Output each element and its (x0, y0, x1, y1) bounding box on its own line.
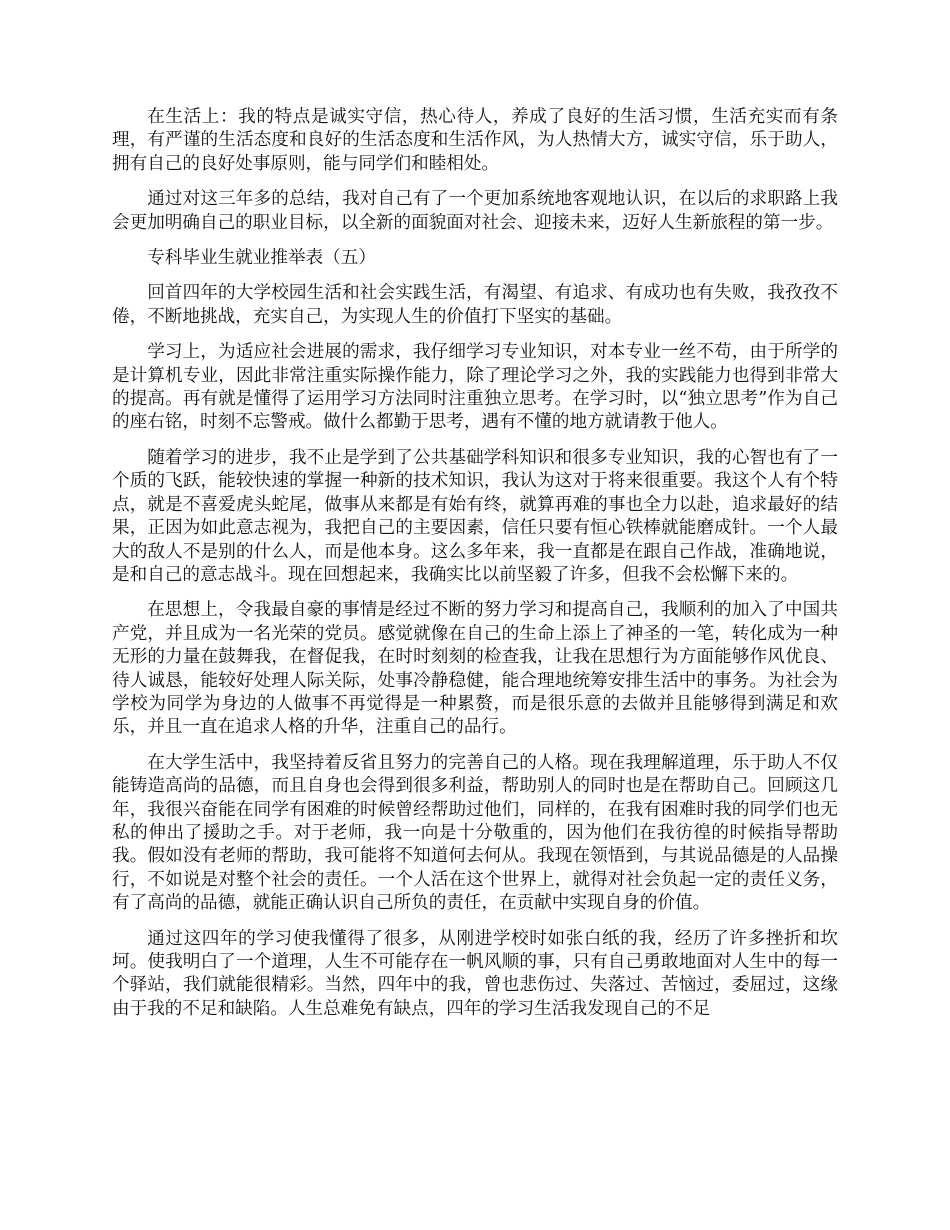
paragraph-conclusion: 通过这四年的学习使我懂得了很多，从刚进学校时如张白纸的我，经历了许多挫折和坎坷。使我明白了一个道理，人生不可能存在一帆风顺的事，只有自己勇敢地面对人生中的每一个驿站，我们就能很精彩。当然，四年中的我，曾也悲伤过、失落过、苦恼过，委屈过，这缘由于我的不足和缺陷。人生总难免有缺点，四年的学习生活我发现自己的不足 (112, 928, 838, 1019)
paragraph-life: 在生活上：我的特点是诚实守信，热心待人，养成了良好的生活习惯，生活充实而有条理，有严谨的生活态度和良好的生活态度和生活作风，为人热情大方，诚实守信，乐于助人，拥有自己的良好处事原则，能与同学们和睦相处。 (112, 107, 838, 174)
paragraph-progress: 随着学习的进步，我不止是学到了公共基础学科知识和很多专业知识，我的心智也有了一个质的飞跃，能较快速的掌握一种新的技术知识，我认为这对于将来很重要。我这个人有个特点，就是不喜爱虎头蛇尾，做事从来都是有始有终，就算再难的事也全力以赴，追求最好的结果，正因为如此意志视为，我把自己的主要因素，信任只要有恒心铁棒就能磨成针。一个人最大的敌人不是别的什么人，而是他本身。这么多年来，我一直都是在跟自己作战，准确地说，是和自己的意志战斗。现在回想起来，我确实比以前坚毅了许多，但我不会松懈下来的。 (112, 447, 838, 585)
paragraph-study: 学习上，为适应社会进展的需求，我仔细学习专业知识，对本专业一丝不苟，由于所学的是计算机专业，因此非常注重实际操作能力，除了理论学习之外，我的实践能力也得到非常大的提高。再有就是懂得了运用学习方法同时注重独立思考。在学习时，以“独立思考”作为自己的座右铭，时刻不忘警戒。做什么都勤于思考，遇有不懂的地方就请教于他人。 (112, 342, 838, 433)
document-body (112, 106, 838, 1033)
section-heading: 专科毕业生就业推举表（五） (147, 248, 376, 269)
paragraph-thought: 在思想上，令我最自豪的事情是经过不断的努力学习和提高自己，我顺利的加入了中国共产党，并且成为一名光荣的党员。感觉就像在自己的生命上添上了神圣的一笔，转化成为一种无形的力量在鼓舞我，在督促我，在时时刻刻的检查我，让我在思想行为方面能够作风优良、待人诚恳，能较好处理人际关际，处事冷静稳健，能合理地统筹安排生活中的事务。为社会为学校为同学为身边的人做事不再觉得是一种累赘，而是很乐意的去做并且能够得到满足和欢乐，并且一直在追求人格的升华，注重自己的品行。 (112, 600, 838, 738)
paragraph-summary: 通过对这三年多的总结，我对自己有了一个更加系统地客观地认识，在以后的求职路上我会更加明确自己的职业目标，以全新的面貌面对社会、迎接未来，迈好人生新旅程的第一步。 (112, 189, 838, 233)
paragraph-review: 回首四年的大学校园生活和社会实践生活，有渴望、有追求、有成功也有失败，我孜孜不倦，不断地挑战，充实自己，为实现人生的价值打下坚实的基础。 (112, 283, 838, 327)
paragraph-character: 在大学生活中，我坚持着反省且努力的完善自己的人格。现在我理解道理，乐于助人不仅能铸造高尚的品德，而且自身也会得到很多利益，帮助别人的同时也是在帮助自己。回顾这几年，我很兴奋能在同学有困难的时候曾经帮助过他们，同样的，在我有困难时我的同学们也无私的伸出了援助之手。对于老师，我一向是十分敬重的，因为他们在我彷徨的时候指导帮助我。假如没有老师的帮助，我可能将不知道何去何从。我现在领悟到，与其说品德是的人品操行，不如说是对整个社会的责任。一个人活在这个世界上，就得对社会负起一定的责任义务，有了高尚的品德，就能正确认识自己所负的责任，在贡献中实现自身的价值。 (112, 752, 838, 914)
